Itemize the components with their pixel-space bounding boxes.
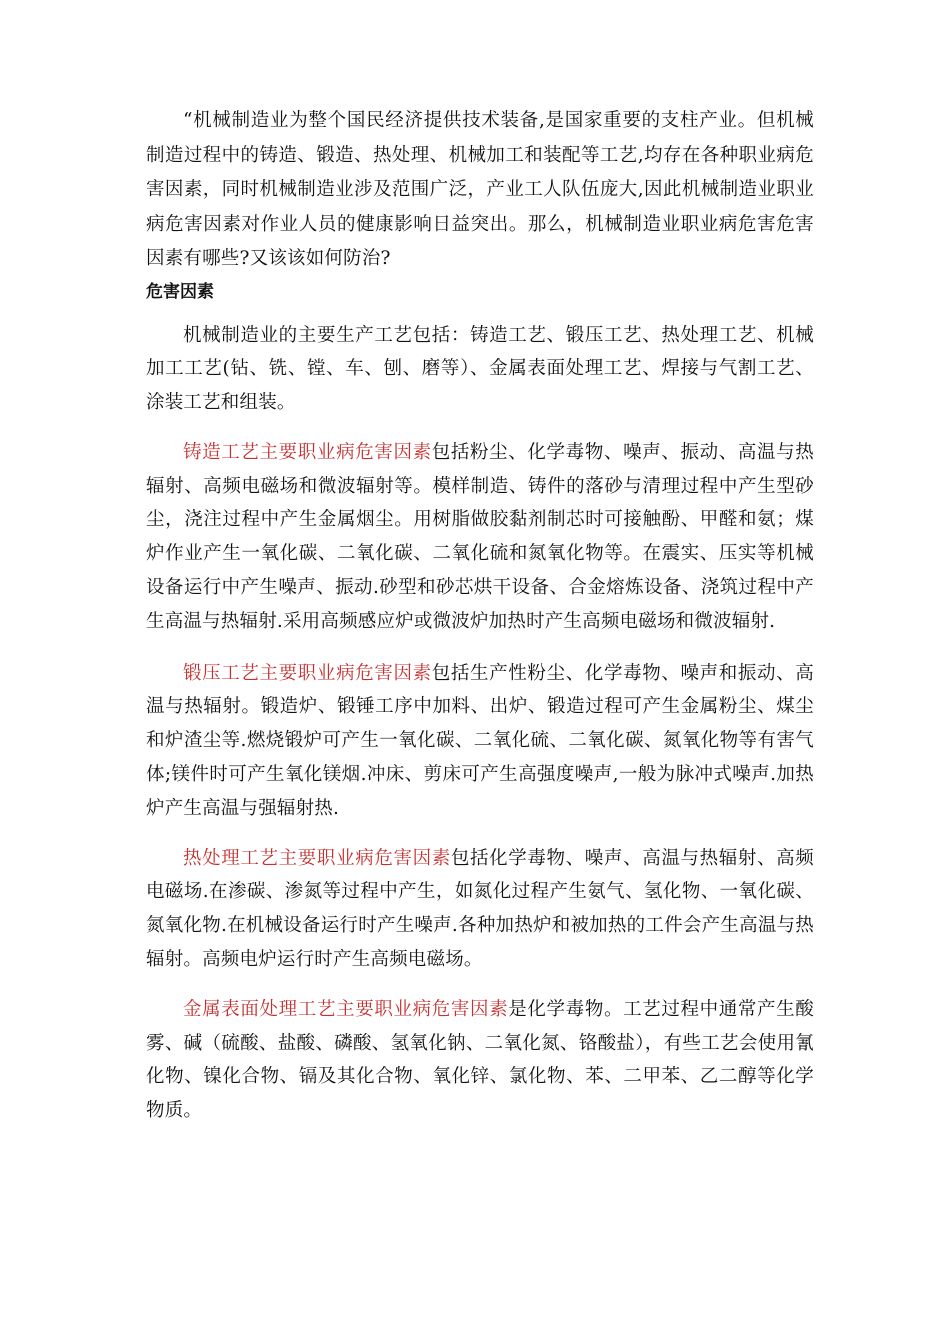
metal-surface-text: 是化学毒物。工艺过程中通常产生酸雾、碱（硫酸、盐酸、磷酸、氢氧化钠、二氧化氮、铬酸盐），有些工艺会使用氰化物、镍化合物、镉及其化合物、氧化锌、氯化物、苯、二甲苯、乙二醇等化学物质。 <box>146 998 814 1122</box>
overview-paragraph: 机械制造业的主要生产工艺包括：铸造工艺、锻压工艺、热处理工艺、机械加工工艺(钻、铣、镗、车、刨、磨等）、金属表面处理工艺、焊接与气割工艺、涂装工艺和组装。 <box>146 324 814 414</box>
section-heading: 危害因素 <box>146 281 214 302</box>
heat-treatment-paragraph <box>146 842 814 977</box>
forging-title: 锻压工艺主要职业病危害因素 <box>183 662 432 684</box>
intro-paragraph: “机械制造业为整个国民经济提供技术装备,是国家重要的支柱产业。但机械制造过程中的铸造、锻造、热处理、机械加工和装配等工艺,均存在各种职业病危害因素，同时机械制造业涉及范围广泛，产业工人队伍庞大,因此机械制造业职业病危害因素对作业人员的健康影响日益突出。那么，机械制造业职业病危害危害因素有哪些?又该该如何防治? <box>146 110 814 269</box>
casting-title: 铸造工艺主要职业病危害因素 <box>183 441 432 463</box>
metal-surface-paragraph <box>146 993 814 1128</box>
casting-text: 包括粉尘、化学毒物、噪声、振动、高温与热辐射、高频电磁场和微波辐射等。模样制造、铸件的落砂与清理过程中产生型砂尘，浇注过程中产生金属烟尘。用树脂做胶黏剂制芯时可接触酚、甲醛和氨；煤炉作业产生一氧化碳、二氧化碳、二氧化硫和氮氧化物等。在震实、压实等机械设备运行中产生噪声、振动.砂型和砂芯烘干设备、合金熔炼设备、浇筑过程中产生高温与热辐射.采用高频感应炉或微波炉加热时产生高频电磁场和微波辐射. <box>146 441 814 632</box>
casting-paragraph <box>146 436 814 639</box>
heat-treatment-title: 热处理工艺主要职业病危害因素 <box>183 847 451 869</box>
metal-surface-title: 金属表面处理工艺主要职业病危害因素 <box>183 998 509 1020</box>
forging-paragraph <box>146 657 814 826</box>
heat-treatment-text: 包括化学毒物、噪声、高温与热辐射、高频电磁场.在渗碳、渗氮等过程中产生，如氮化过程产生氨气、氢化物、一氧化碳、氮氧化物.在机械设备运行时产生噪声.各种加热炉和被加热的工件会产生高温与热辐射。高频电炉运行时产生高频电磁场。 <box>146 847 814 971</box>
forging-text: 包括生产性粉尘、化学毒物、噪声和振动、高温与热辐射。锻造炉、锻锤工序中加料、出炉、锻造过程可产生金属粉尘、煤尘和炉渣尘等.燃烧锻炉可产生一氧化碳、二氧化硫、二氧化碳、氮氧化物等有害气体;镁件时可产生氧化镁烟.冲床、剪床可产生高强度噪声,一般为脉冲式噪声.加热炉产生高温与强辐射热. <box>146 662 814 819</box>
document-page <box>146 104 814 1128</box>
